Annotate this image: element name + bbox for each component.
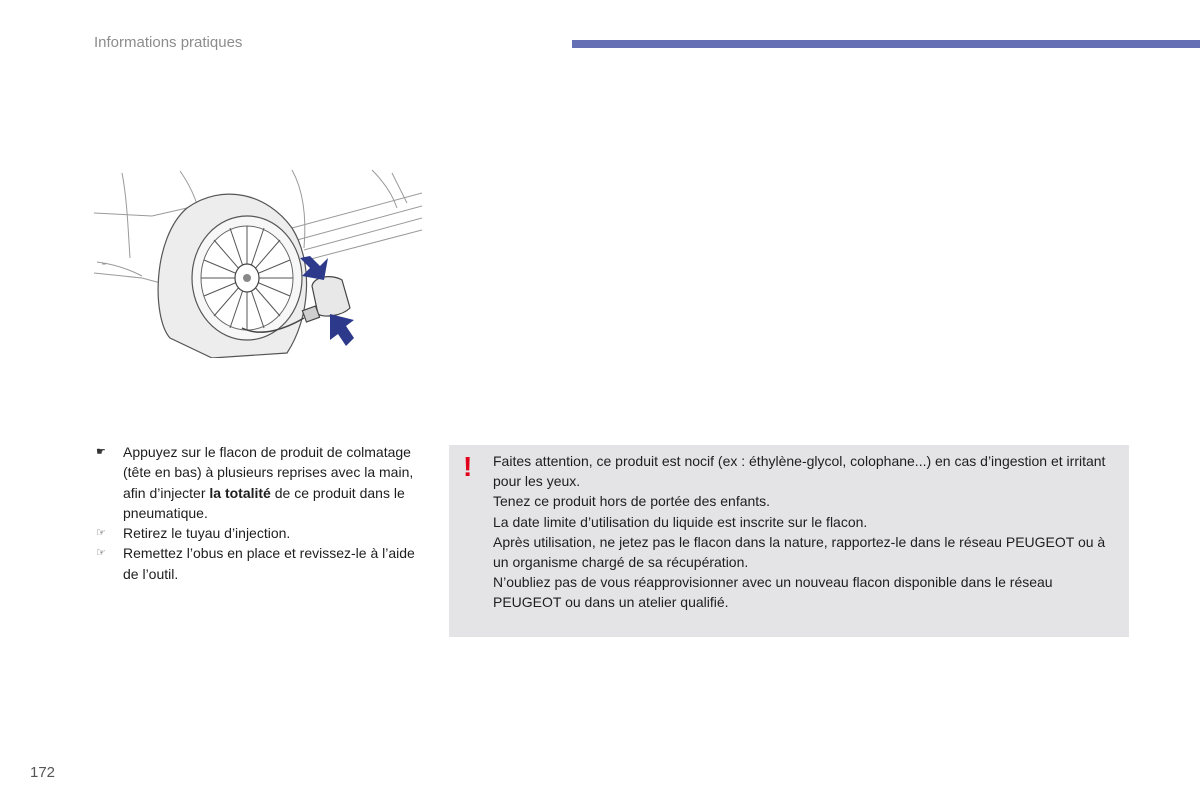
pointing-hand-icon: ☞ xyxy=(96,527,106,540)
warning-line: Faites attention, ce produit est nocif (ex : éthylène-glycol, colophane...) en cas d’ingestion et irritant pour les yeux. xyxy=(493,453,1106,490)
step-text: Remettez l’obus en place et revissez-le à l’aide de l’outil. xyxy=(123,545,415,582)
step-text: Retirez le tuyau d’injection. xyxy=(123,525,291,542)
step-text: Appuyez sur le flacon de produit de colmatage (tête en bas) à plusieurs reprises avec la main, afin d’injecter xyxy=(123,444,414,501)
warning-icon: ! xyxy=(463,451,473,482)
step-bold-text: la totalité xyxy=(209,484,271,501)
list-item xyxy=(96,523,426,543)
warning-box xyxy=(449,445,1129,637)
section-title: Informations pratiques xyxy=(94,34,243,51)
list-item xyxy=(96,543,426,584)
warning-line: N’oubliez pas de vous réapprovisionner avec un nouveau flacon disponible dans le réseau PEUGEOT ou dans un atelier qualifié. xyxy=(493,574,1053,611)
pointing-hand-icon: ☞ xyxy=(96,547,106,560)
header-bar xyxy=(572,40,1200,48)
list-item xyxy=(96,442,426,523)
step-text: de ce produit dans le pneumatique. xyxy=(123,484,405,521)
warning-line: Tenez ce produit hors de portée des enfants. xyxy=(493,493,771,510)
flat-tyre-sealant-illustration xyxy=(92,168,422,358)
pointing-hand-icon: ☛ xyxy=(96,446,106,458)
warning-line: La date limite d’utilisation du liquide est inscrite sur le flacon. xyxy=(493,513,868,530)
page-number: 172 xyxy=(30,764,56,781)
instruction-steps xyxy=(96,442,426,584)
warning-line: Après utilisation, ne jetez pas le flacon dans la nature, rapportez-le dans le réseau PEUGEOT ou à un organisme chargé de sa récupération. xyxy=(493,533,1106,571)
